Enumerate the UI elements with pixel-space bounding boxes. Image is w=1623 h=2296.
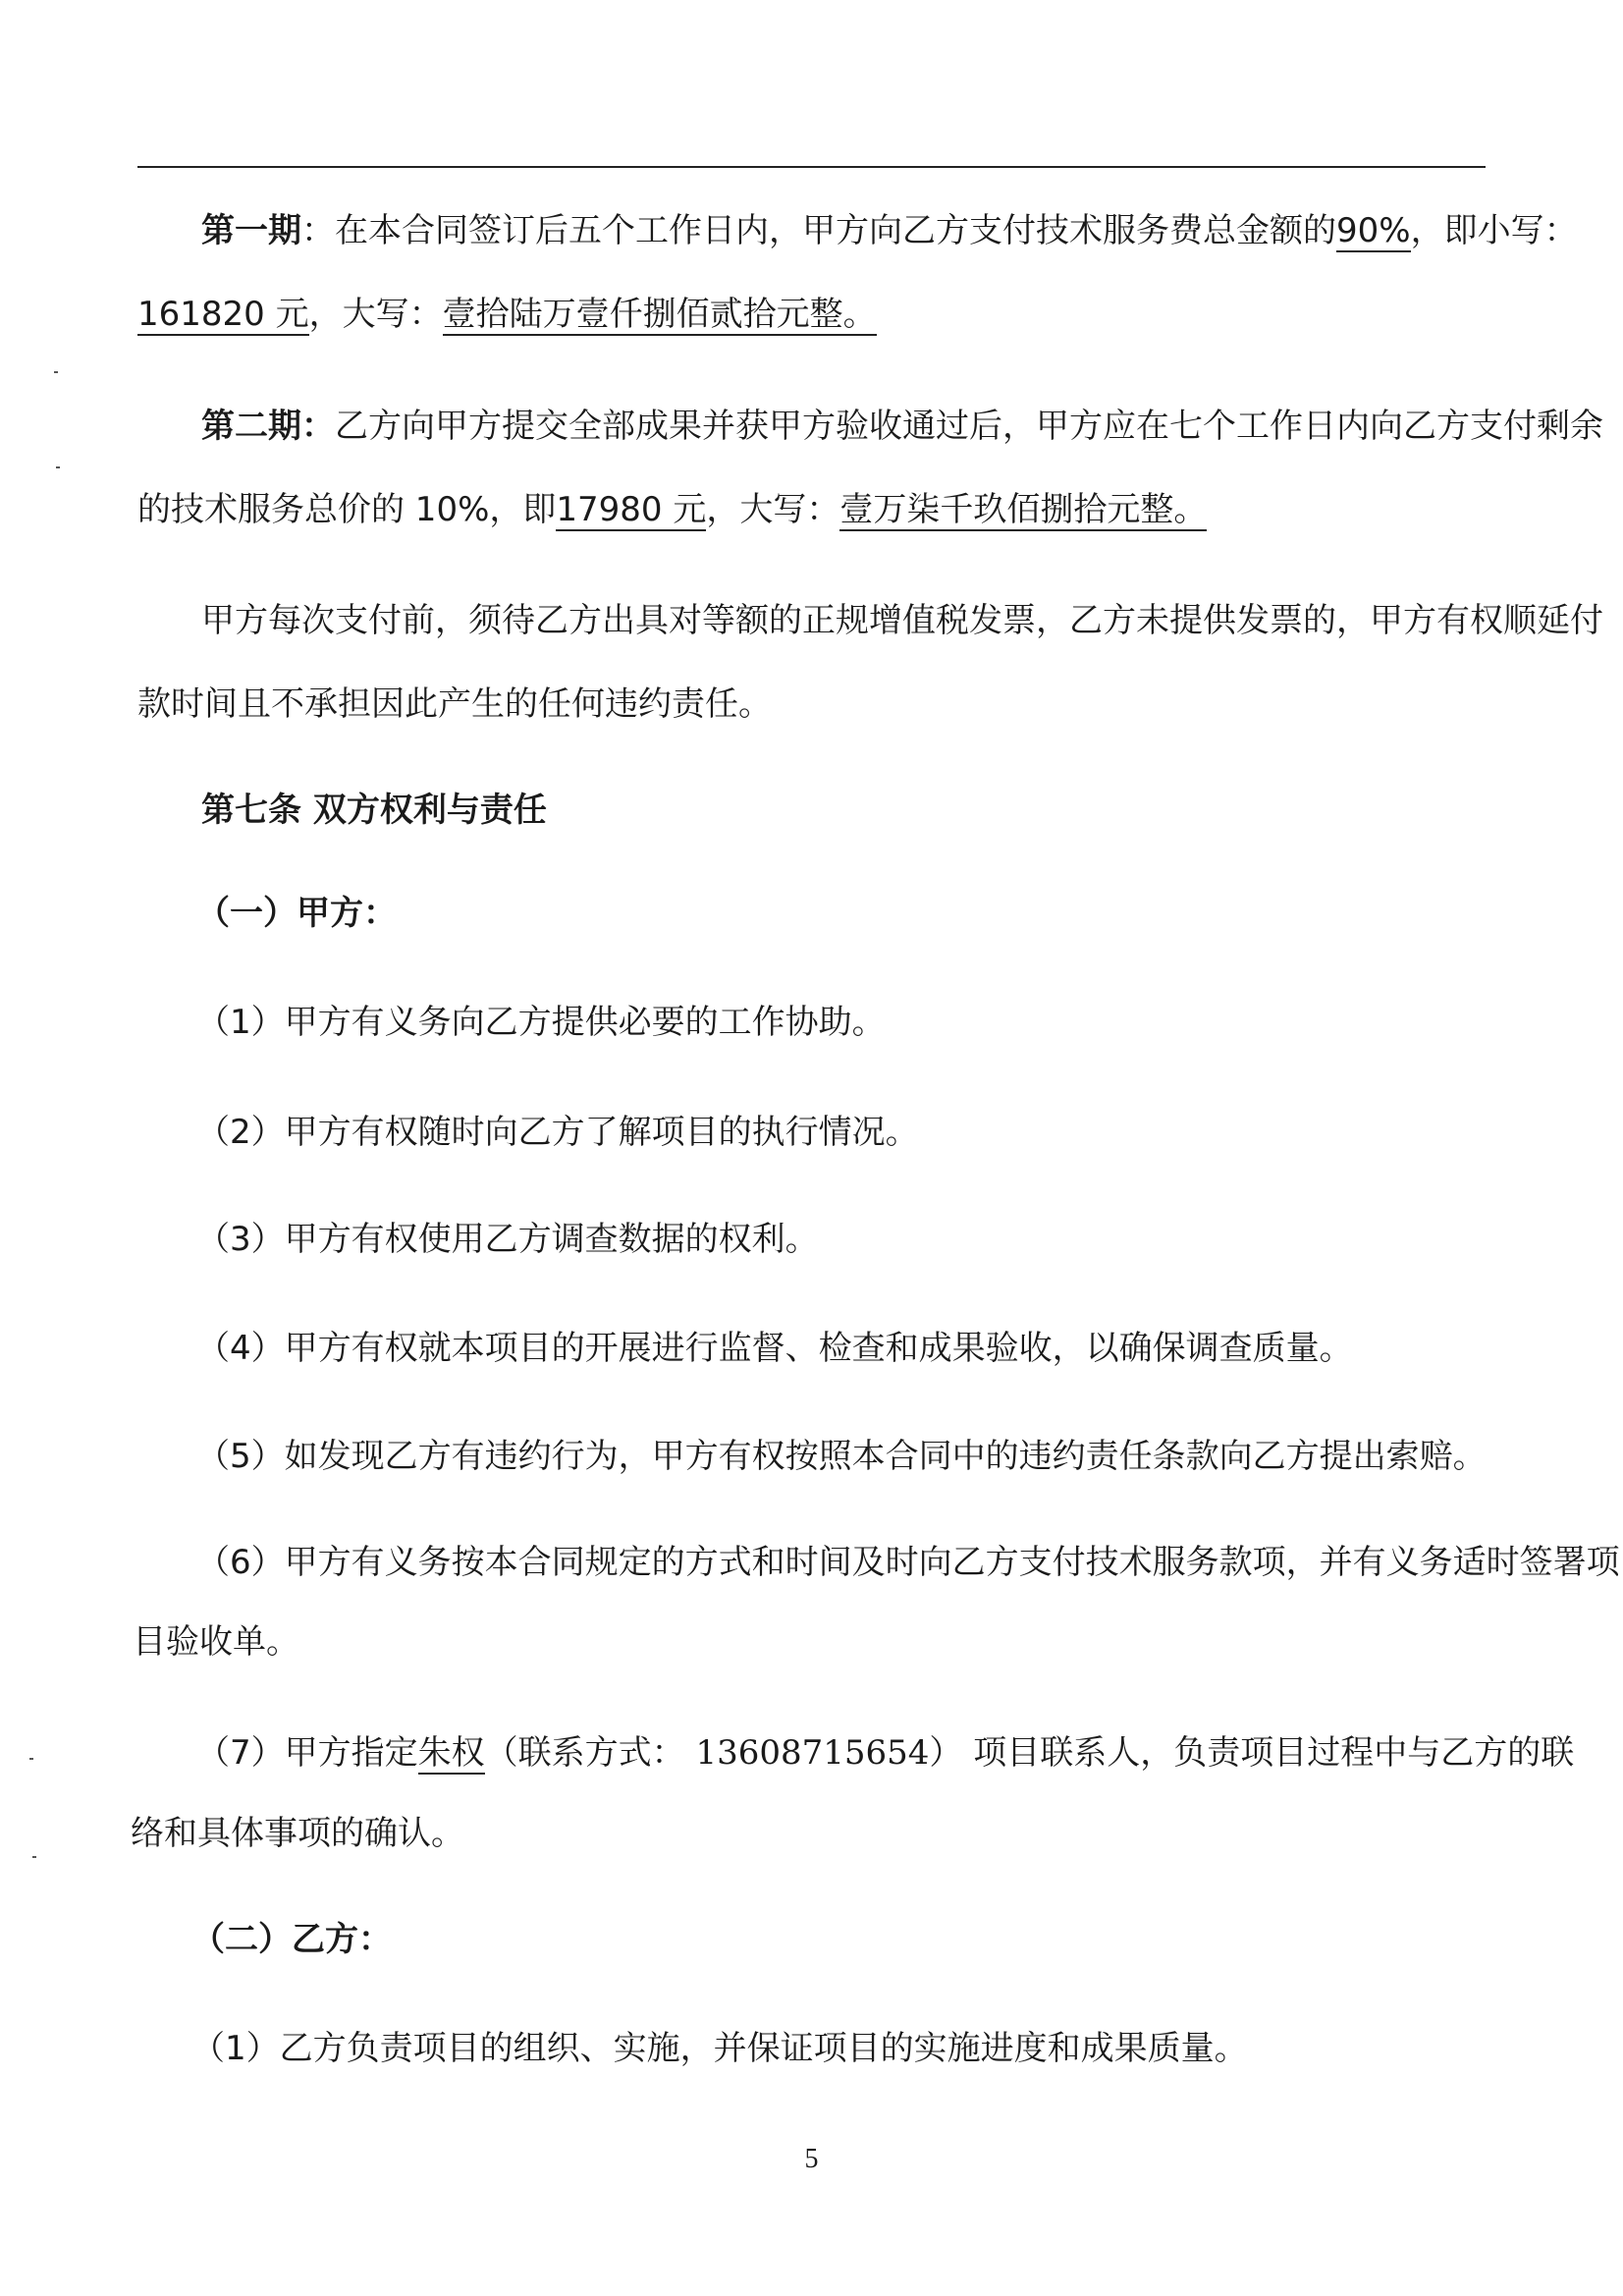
party-a-item-3: （3）甲方有权使用乙方调查数据的权利。	[196, 1220, 819, 1259]
party-a-item-1: （1）甲方有义务向乙方提供必要的工作协助。	[196, 1003, 886, 1042]
phase-2-amount-big: 壹万柒千玖佰捌拾元整。	[839, 490, 1208, 529]
phase-2-text: 乙方向甲方提交全部成果并获甲方验收通过后，甲方应在七个工作日内向乙方支付剩余	[335, 407, 1603, 446]
phase-1-percentage: 90%	[1336, 211, 1411, 250]
item-7-text: （7）甲方指定	[196, 1733, 418, 1773]
scan-mark	[29, 1758, 33, 1760]
party-a-heading: （一）甲方：	[196, 894, 397, 933]
phase-1-amount-big: 壹拾陆万壹仟捌佰贰拾元整。	[442, 295, 877, 334]
phase-2-text-3: ，大写：	[706, 490, 840, 529]
phase-1-text: ：在本合同签订后五个工作日内，甲方向乙方支付技术服务费总金额的	[301, 211, 1336, 250]
scan-mark	[32, 1856, 36, 1858]
party-a-item-7-line-2: 络和具体事项的确认。	[131, 1814, 464, 1853]
payment-phase-1-line-1	[201, 209, 1578, 252]
party-a-item-2: （2）甲方有权随时向乙方了解项目的执行情况。	[196, 1113, 919, 1152]
party-a-item-7-line-1	[196, 1731, 1574, 1775]
invoice-paragraph-line-2: 款时间且不承担因此产生的任何违约责任。	[137, 684, 772, 724]
invoice-paragraph-line-1: 甲方每次支付前，须待乙方出具对等额的正规增值税发票，乙方未提供发票的，甲方有权顺延付	[201, 601, 1603, 640]
contact-label: （联系方式：	[484, 1733, 685, 1773]
party-a-item-6-line-2: 目验收单。	[133, 1622, 299, 1662]
contact-phone: 13608715654	[684, 1733, 930, 1773]
party-a-item-5: （5）如发现乙方有违约行为，甲方有权按照本合同中的违约责任条款向乙方提出索赔。	[196, 1437, 1487, 1476]
payment-phase-2-line-2	[137, 488, 1207, 531]
phase-1-amount-small: 161820 元	[137, 295, 309, 334]
header-rule	[137, 166, 1486, 168]
party-a-item-6-line-1: （6）甲方有义务按本合同规定的方式和时间及时向乙方支付技术服务款项，并有义务适时签署项	[196, 1543, 1620, 1582]
party-b-heading: （二）乙方：	[191, 1920, 392, 1959]
phase-1-label: 第一期	[201, 211, 301, 250]
payment-phase-1-line-2	[137, 293, 877, 336]
party-a-item-4: （4）甲方有权就本项目的开展进行监督、检查和成果验收，以确保调查质量。	[196, 1329, 1353, 1368]
phase-2-label: 第二期：	[201, 407, 335, 446]
item-7-text-2: ） 项目联系人，负责项目过程中与乙方的联	[929, 1733, 1575, 1773]
party-b-item-1: （1）乙方负责项目的组织、实施，并保证项目的实施进度和成果质量。	[191, 2029, 1248, 2068]
contact-person-name: 朱权	[417, 1733, 485, 1773]
phase-2-amount-small: 17980 元	[556, 490, 707, 529]
article-7-heading: 第七条 双方权利与责任	[201, 791, 547, 830]
payment-phase-2-line-1	[201, 405, 1603, 448]
page-number: 5	[804, 2144, 819, 2174]
phase-2-text-2: 的技术服务总价的 10%，即	[137, 490, 557, 529]
scan-mark	[56, 466, 60, 468]
scan-mark	[54, 371, 58, 373]
phase-1-text-2: ，即小写：	[1410, 211, 1578, 250]
phase-1-text-3: ，大写：	[308, 295, 443, 334]
